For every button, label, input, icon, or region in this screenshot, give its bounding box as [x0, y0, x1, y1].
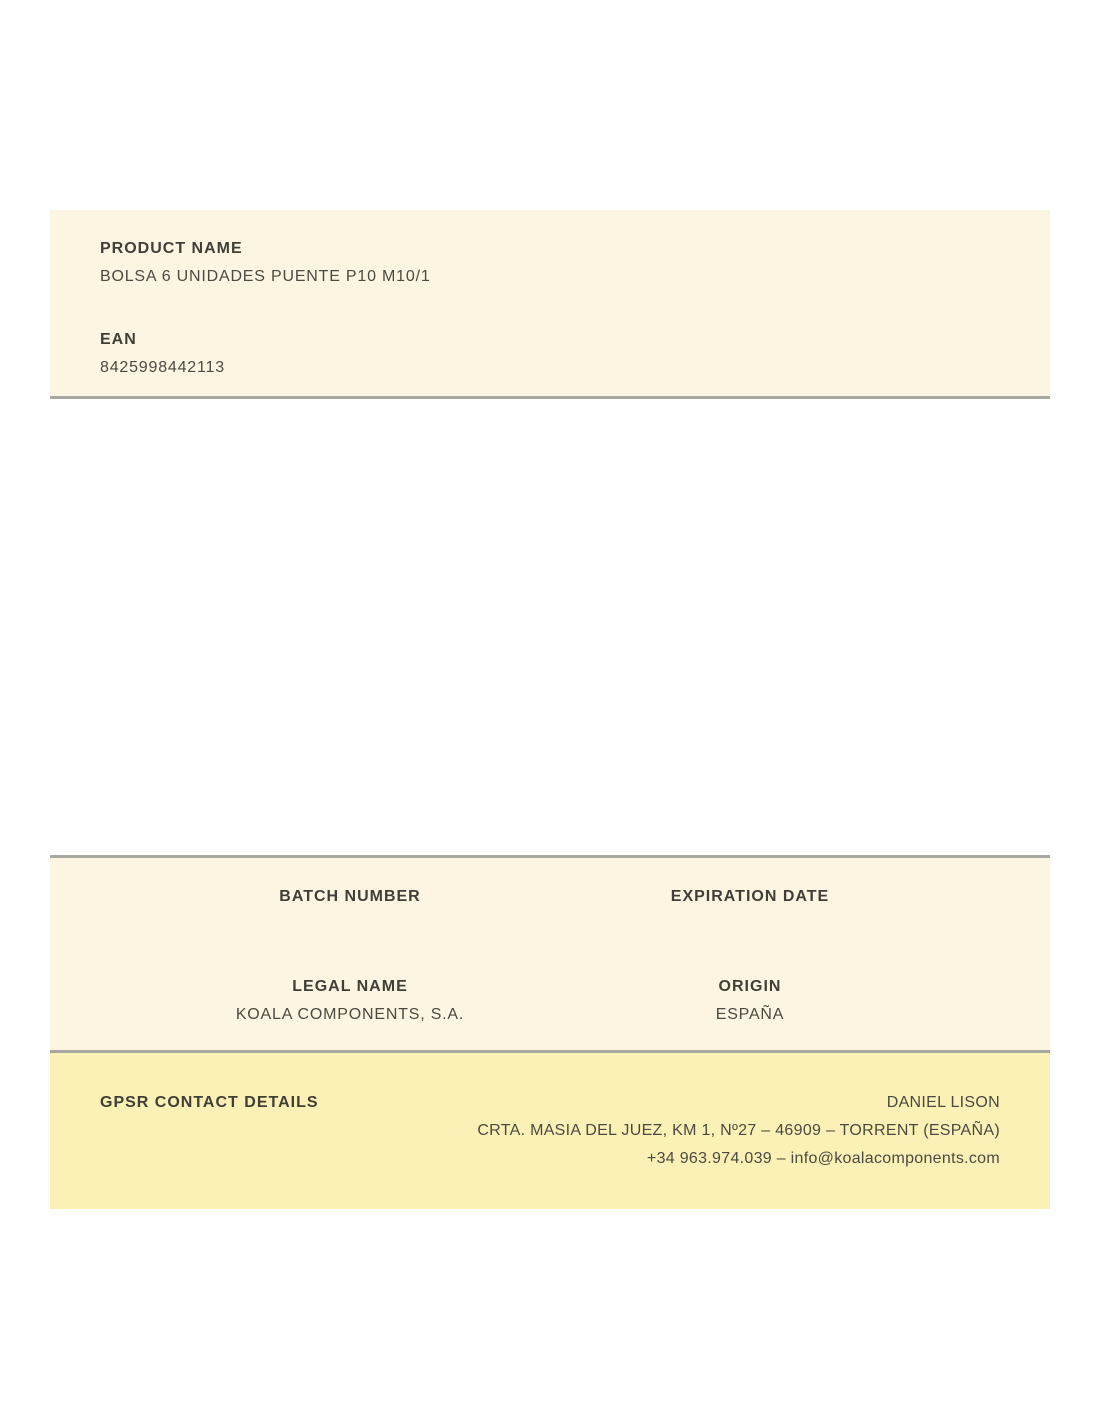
- product-name-value: BOLSA 6 UNIDADES PUENTE P10 M10/1: [100, 268, 431, 285]
- product-name-label: PRODUCT NAME: [100, 240, 243, 257]
- ean-label: EAN: [100, 331, 137, 348]
- gpsr-contact-label: GPSR CONTACT DETAILS: [100, 1094, 319, 1111]
- batch-info-panel: [50, 855, 1050, 1053]
- ean-field: [100, 330, 1000, 377]
- batch-number-label: BATCH NUMBER: [279, 888, 421, 905]
- origin-value: ESPAÑA: [715, 1006, 785, 1023]
- contact-name: DANIEL LISON: [886, 1094, 1000, 1111]
- expiration-date-value: [550, 915, 950, 934]
- product-name-field: [100, 239, 1000, 286]
- contact-phone-email: +34 963.974.039 – info@koalacomponents.com: [646, 1150, 1000, 1167]
- ean-value: 8425998442113: [100, 359, 225, 376]
- expiration-date-field: [550, 887, 950, 934]
- legal-name-value: KOALA COMPONENTS, S.A.: [235, 1006, 465, 1023]
- product-info-panel: [50, 210, 1050, 399]
- gpsr-contact-panel: [50, 1053, 1050, 1209]
- batch-number-value: [150, 915, 550, 934]
- legal-origin-row: [150, 977, 950, 1024]
- contact-address: CRTA. MASIA DEL JUEZ, KM 1, Nº27 – 46909 – TORRENT (ESPAÑA): [477, 1122, 1000, 1139]
- gpsr-contact-block: [319, 1089, 1000, 1173]
- legal-name-field: [150, 977, 550, 1024]
- batch-number-field: [150, 887, 550, 934]
- origin-field: [550, 977, 950, 1024]
- batch-expiration-row: [150, 887, 950, 934]
- expiration-date-label: EXPIRATION DATE: [670, 888, 830, 905]
- legal-name-label: LEGAL NAME: [292, 978, 408, 995]
- origin-label: ORIGIN: [718, 978, 782, 995]
